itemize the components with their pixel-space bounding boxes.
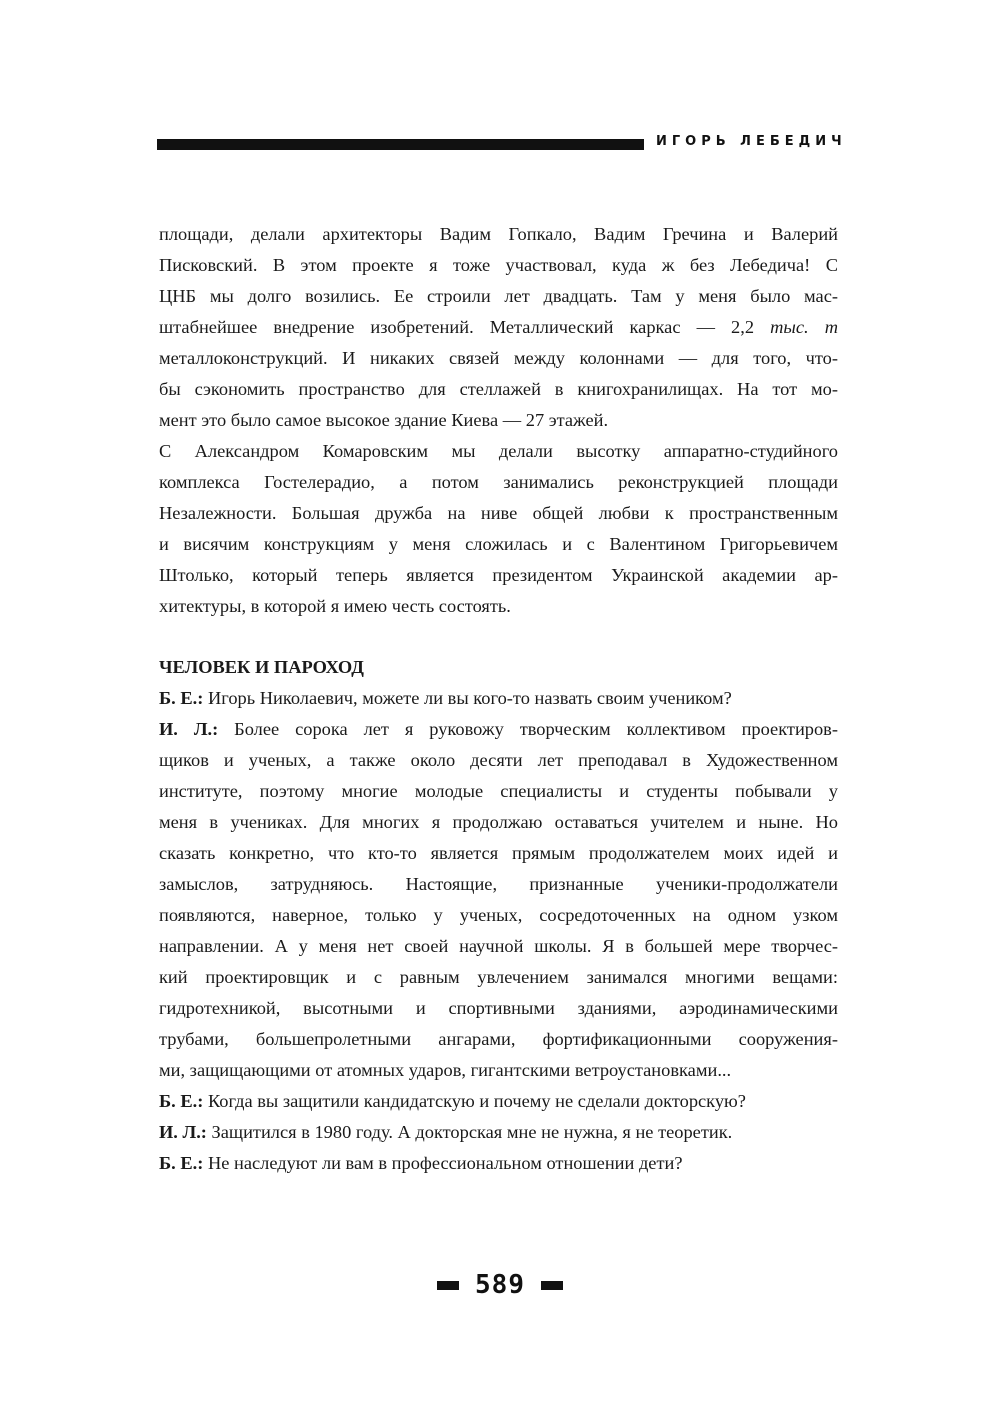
text-line: С Александром Комаровским мы делали высотку аппаратно-студийного xyxy=(159,441,838,461)
text-line: Штолько, который теперь является президентом Украинской академии ар- xyxy=(159,565,838,585)
speaker-label: Б. Е.: xyxy=(159,1091,204,1111)
page-number xyxy=(437,1271,563,1299)
header-rule xyxy=(157,139,644,150)
text-line: замыслов, затрудняюсь. Настоящие, признанные ученики-продолжатели xyxy=(159,874,838,894)
text-line: бы сэкономить пространство для стеллажей в книгохранилищах. На тот мо- xyxy=(159,379,838,399)
text-line: площади, делали архитекторы Вадим Гопкало, Вадим Гречина и Валерий xyxy=(159,224,838,244)
text-line xyxy=(159,315,838,339)
text-line: щиков и ученых, а также около десяти лет преподавал в Художественном xyxy=(159,750,838,770)
text-line: мент это было самое высокое здание Киева — 27 этажей. xyxy=(159,410,609,430)
text-line: комплекса Гостелерадио, а потом занимались реконструкцией площади xyxy=(159,472,838,492)
text-line: Незалежности. Большая дружба на ниве общей любви к пространственным xyxy=(159,503,838,523)
text-line: металлоконструкций. И никаких связей между колоннами — для того, что- xyxy=(159,348,838,368)
running-header-author: ИГОРЬ ЛЕБЕДИЧ xyxy=(656,134,847,149)
speaker-label: Б. Е.: xyxy=(159,1153,204,1173)
dialogue-text: Игорь Николаевич, можете ли вы кого-то назвать своим учеником? xyxy=(207,688,732,708)
text-line: гидротехникой, высотными и спортивными зданиями, аэродинамическими xyxy=(159,998,838,1018)
page-number-left-dash xyxy=(437,1281,459,1290)
text-line: Писковский. В этом проекте я тоже участвовал, куда ж без Лебедича! С xyxy=(159,255,838,275)
speaker-label: И. Л.: xyxy=(159,719,219,739)
speaker-label: Б. Е.: xyxy=(159,688,204,708)
text-line: кий проектировщик и с равным увлечением занимался многими вещами: xyxy=(159,967,838,987)
dialogue-line xyxy=(159,1089,838,1113)
text-line: институте, поэтому многие молодые специалисты и студенты побывали у xyxy=(159,781,838,801)
text-line: трубами, большепролетными ангарами, фортификационными сооружения- xyxy=(159,1029,838,1049)
dialogue-line xyxy=(159,1151,838,1175)
dialogue-text: Когда вы защитили кандидатскую и почему не сделали докторскую? xyxy=(207,1091,746,1111)
text-line: появляются, наверное, только у ученых, сосредоточенных на одном узком xyxy=(159,905,838,925)
dialogue-text: Защитился в 1980 году. А докторская мне не нужна, я не теоретик. xyxy=(211,1122,733,1142)
text-line: сказать конкретно, что кто-то является прямым продолжателем моих идей и xyxy=(159,843,838,863)
text-line: ми, защищающими от атомных ударов, гигантскими ветроустановками... xyxy=(159,1060,732,1080)
italic-unit: тыс. т xyxy=(770,317,838,337)
text-line: меня в учениках. Для многих я продолжаю оставаться учителем и ныне. Но xyxy=(159,812,838,832)
dialogue-text: Не наследуют ли вам в профессиональном отношении дети? xyxy=(207,1153,683,1173)
text-line: и висячим конструкциям у меня сложилась и с Валентином Григорьевичем xyxy=(159,534,838,554)
text-line: хитектуры, в которой я имею честь состоять. xyxy=(159,596,511,616)
page-number-value: 589 xyxy=(475,1270,525,1300)
dialogue-line xyxy=(159,686,838,710)
text-segment: штабнейшее внедрение изобретений. Металлический каркас — 2,2 xyxy=(159,317,755,337)
dialogue-line xyxy=(159,1120,838,1144)
page-number-right-dash xyxy=(541,1281,563,1290)
text-line: ЦНБ мы долго возились. Ее строили лет двадцать. Там у меня было мас- xyxy=(159,286,838,306)
dialogue-line xyxy=(159,717,838,741)
text-line: направлении. А у меня нет своей научной школы. Я в большей мере творчес- xyxy=(159,936,838,956)
dialogue-text: Более сорока лет я руковожу творческим коллективом проектиров- xyxy=(234,719,838,739)
speaker-label: И. Л.: xyxy=(159,1122,207,1142)
section-heading: ЧЕЛОВЕК И ПАРОХОД xyxy=(159,657,364,677)
